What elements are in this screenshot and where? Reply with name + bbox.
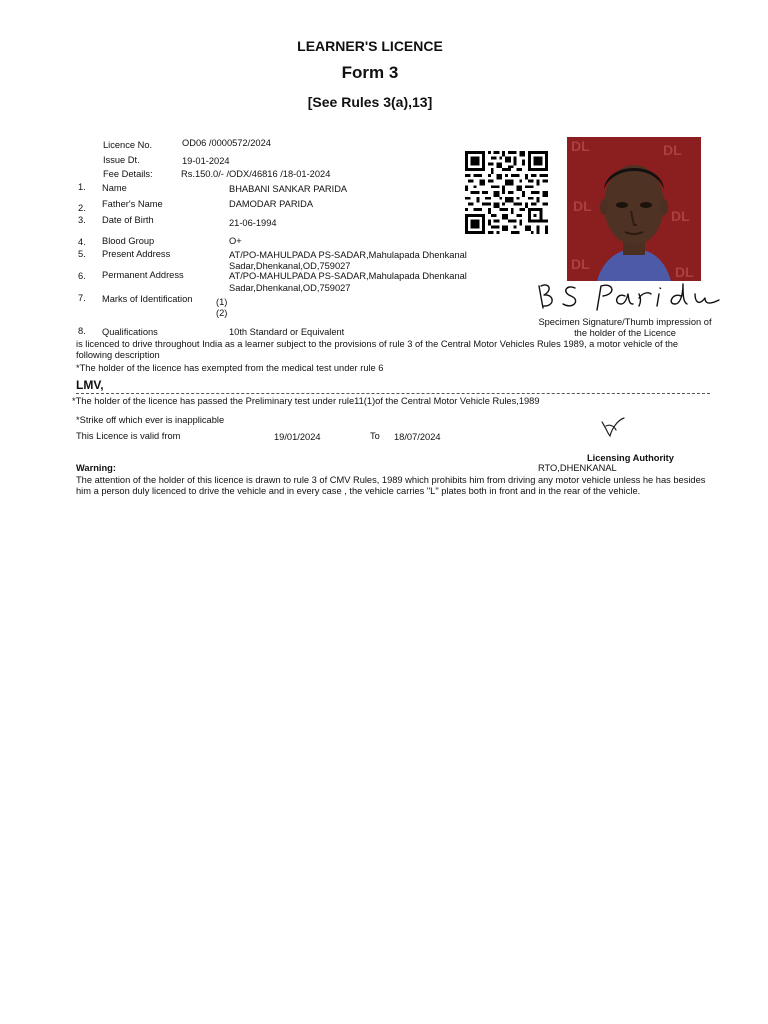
photo-watermark: DL	[663, 142, 682, 158]
medical-note: *The holder of the licence has exempted from the medical test under rule 6	[76, 363, 384, 373]
field-value-permanent-address-line2: Sadar,Dhenkanal,OD,759027	[229, 283, 351, 293]
holder-photo-image	[567, 137, 701, 281]
form-number: Form 3	[341, 63, 399, 82]
document-title: LEARNER'S LICENCE	[297, 38, 443, 54]
field-number: 5.	[78, 249, 86, 259]
field-label-qualifications: Qualifications	[102, 327, 158, 337]
field-number: 6.	[78, 271, 86, 281]
warning-text: The attention of the holder of this licence is drawn to rule 3 of CMV Rules, 1989 which prohibits him from driving any motor vehicle unless he has besides him a person duly licenced to drive the vehicle and in every case , the vehicle carries "L" plates both in front and in the rear of the vehicle.	[76, 475, 706, 496]
signature-caption-line2: the holder of the Licence	[574, 328, 676, 338]
field-label-blood: Blood Group	[102, 236, 155, 246]
field-value-dob: 21-06-1994	[229, 218, 277, 228]
field-number: 8.	[78, 326, 86, 336]
field-label-father: Father's Name	[102, 199, 163, 209]
fee-value: Rs.150.0/- /ODX/46816 /18-01-2024	[181, 169, 331, 179]
field-value-father: DAMODAR PARIDA	[229, 199, 314, 209]
field-value-name: BHABANI SANKAR PARIDA	[229, 184, 348, 194]
photo-watermark: DL	[571, 138, 590, 154]
field-label-name: Name	[102, 183, 127, 193]
valid-to-date: 18/07/2024	[394, 432, 441, 442]
field-label-marks: Marks of Identification	[102, 294, 193, 304]
field-number: 2.	[78, 203, 86, 213]
holder-photo	[567, 137, 701, 281]
warning-label: Warning:	[76, 463, 116, 473]
photo-watermark: DL	[675, 264, 694, 280]
photo-watermark: DL	[571, 256, 590, 272]
licence-no-label: Licence No.	[103, 140, 153, 150]
field-number: 1.	[78, 182, 86, 192]
field-label-dob: Date of Birth	[102, 215, 154, 225]
field-value-present-address: AT/PO-MAHULPADA PS-SADAR,Mahulapada Dhenkanal	[229, 250, 467, 260]
issue-date-label: Issue Dt.	[103, 155, 140, 165]
strike-note: *Strike off which ever is inapplicable	[76, 415, 225, 425]
field-value-permanent-address: AT/PO-MAHULPADA PS-SADAR,Mahulapada Dhenkanal	[229, 271, 467, 281]
field-value-present-address-line2: Sadar,Dhenkanal,OD,759027	[229, 261, 351, 271]
rules-reference: [See Rules 3(a),13]	[307, 94, 433, 110]
field-label-permanent-address: Permanent Address	[102, 270, 184, 280]
field-value-blood: O+	[229, 236, 242, 246]
qr-code-icon	[463, 151, 550, 234]
preliminary-test-note: *The holder of the licence has passed the Preliminary test under rule11(1)of the Central Motor Vehicle Rules,1989	[72, 396, 540, 406]
field-number: 4.	[78, 237, 86, 247]
field-number: 3.	[78, 215, 86, 225]
valid-from-date: 19/01/2024	[274, 432, 321, 442]
field-number: 7.	[78, 293, 86, 303]
photo-watermark: DL	[671, 208, 690, 224]
licence-no-value: OD06 /0000572/2024	[182, 138, 271, 148]
licensing-authority-title: Licensing Authority	[587, 453, 674, 463]
authority-signature	[596, 414, 628, 440]
valid-to-label: To	[370, 431, 380, 441]
licenced-text: is licenced to drive throughout India as a learner subject to the provisions of rule 3 of the Central Motor Vehicles Rules 1989, a motor vehicle of the following description	[76, 339, 679, 360]
field-value-qualifications: 10th Standard or Equivalent	[229, 327, 345, 337]
vehicle-class: LMV,	[76, 378, 104, 392]
fee-label: Fee Details:	[103, 169, 153, 179]
holder-signature	[533, 280, 728, 312]
issue-date-value: 19-01-2024	[182, 156, 230, 166]
photo-watermark: DL	[573, 198, 592, 214]
licensing-authority-office: RTO,DHENKANAL	[538, 463, 617, 473]
field-label-present-address: Present Address	[102, 249, 171, 259]
valid-from-label: This Licence is valid from	[76, 431, 181, 441]
divider	[76, 393, 710, 394]
signature-caption-line1: Specimen Signature/Thumb impression of	[538, 317, 712, 327]
field-value-mark-2: (2)	[216, 308, 228, 318]
field-value-mark-1: (1)	[216, 297, 228, 307]
